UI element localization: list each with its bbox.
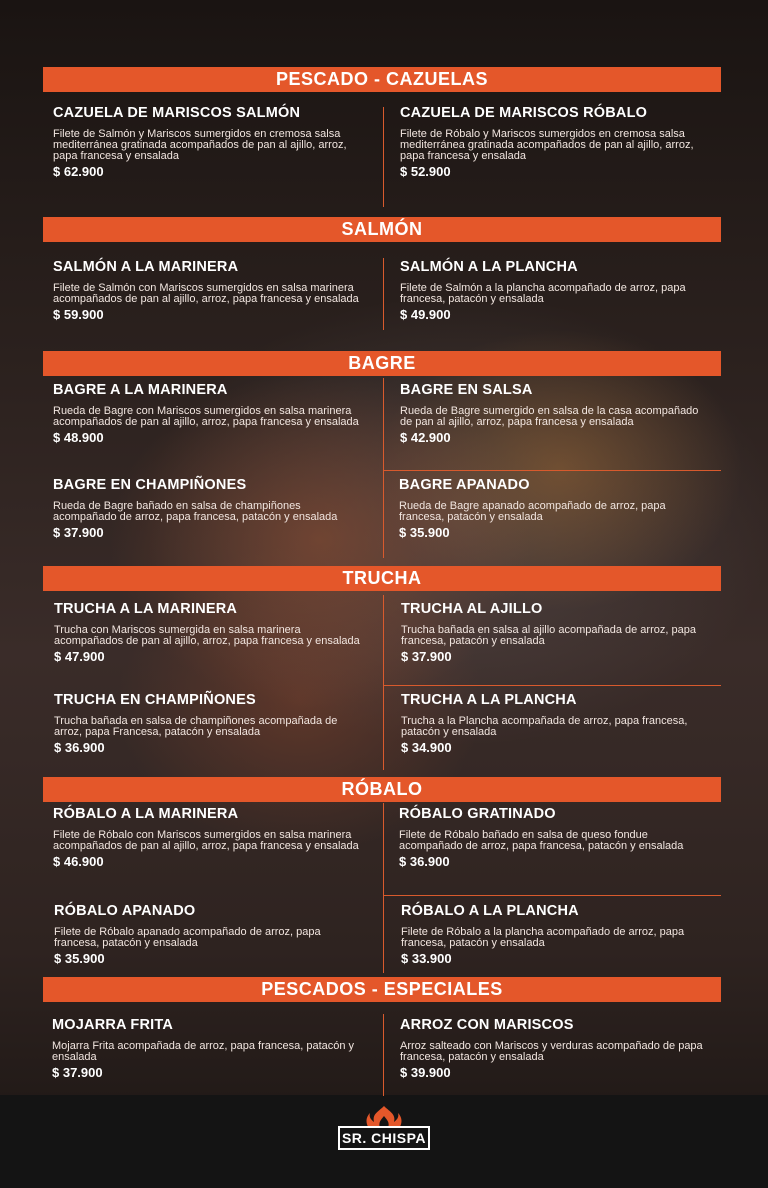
item-price: $ 37.900 (52, 1065, 103, 1080)
column-divider (383, 595, 384, 770)
item-price: $ 47.900 (54, 649, 105, 664)
menu-item-bagre-salsa (400, 382, 710, 445)
item-description: Trucha a la Plancha acompañada de arroz, papa francesa, patacón y ensalada (401, 715, 688, 738)
item-price: $ 52.900 (400, 164, 451, 179)
item-price: $ 35.900 (54, 951, 105, 966)
menu-item-trucha-champinones (54, 692, 364, 755)
item-name: TRUCHA EN CHAMPIÑONES (54, 692, 256, 708)
menu-item-bagre-marinera (53, 382, 363, 445)
menu-item-trucha-ajillo (401, 601, 711, 664)
item-description: Filete de Róbalo apanado acompañado de arroz, papa francesa, patacón y ensalada (54, 926, 321, 949)
menu-item-salmon-marinera (53, 259, 363, 322)
item-price: $ 36.900 (399, 854, 450, 869)
item-price: $ 62.900 (53, 164, 104, 179)
item-name: CAZUELA DE MARISCOS SALMÓN (53, 105, 301, 121)
item-price: $ 39.900 (400, 1065, 451, 1080)
item-description: Filete de Róbalo bañado en salsa de queso fondue acompañado de arroz, papa francesa, patacón y ensalada (399, 829, 684, 852)
column-divider (383, 1014, 384, 1096)
item-price: $ 33.900 (401, 951, 452, 966)
item-name: BAGRE APANADO (399, 477, 530, 493)
item-price: $ 35.900 (399, 525, 450, 540)
item-description: Arroz salteado con Mariscos y verduras acompañado de papa francesa, patacón y ensalada (400, 1040, 703, 1063)
section-header-bagre: BAGRE (43, 351, 721, 376)
item-description: Filete de Salmón con Mariscos sumergidos en salsa marinera acompañados de pan al ajillo, arroz, papa francesa y ensalada (53, 282, 359, 305)
menu-item-robalo-plancha (401, 903, 711, 966)
item-name: RÓBALO A LA PLANCHA (401, 903, 579, 919)
menu-item-bagre-champinones (53, 477, 363, 540)
item-description: Trucha con Mariscos sumergida en salsa marinera acompañados de pan al ajillo, arroz, papa francesa y ensalada (54, 624, 360, 647)
item-name: CAZUELA DE MARISCOS RÓBALO (400, 105, 648, 121)
section-header-especiales: PESCADOS - ESPECIALES (43, 977, 721, 1002)
row-divider (383, 685, 721, 686)
item-price: $ 49.900 (400, 307, 451, 322)
item-name: TRUCHA A LA PLANCHA (401, 692, 577, 708)
item-description: Filete de Róbalo a la plancha acompañado de arroz, papa francesa, patacón y ensalada (401, 926, 685, 949)
row-divider (383, 470, 721, 471)
item-name: TRUCHA A LA MARINERA (54, 601, 238, 617)
item-description: Mojarra Frita acompañada de arroz, papa francesa, patacón y ensalada (52, 1040, 355, 1063)
item-description: Filete de Róbalo y Mariscos sumergidos en cremosa salsa mediterránea gratinada acompañados de pan al ajillo, arroz, papa francesa y ensalada (400, 128, 694, 162)
item-price: $ 48.900 (53, 430, 104, 445)
menu-item-cazuela-salmon (53, 105, 363, 179)
item-price: $ 37.900 (53, 525, 104, 540)
item-price: $ 37.900 (401, 649, 452, 664)
item-description: Trucha bañada en salsa de champiñones acompañada de arroz, papa Francesa, patacón y ensalada (54, 715, 338, 738)
item-description: Filete de Róbalo con Mariscos sumergidos en salsa marinera acompañados de pan al ajillo, arroz, papa francesa y ensalada (53, 829, 359, 852)
row-divider (383, 895, 721, 896)
item-name: BAGRE EN SALSA (400, 382, 533, 398)
item-name: TRUCHA AL AJILLO (401, 601, 543, 617)
menu-item-robalo-gratinado (399, 806, 709, 869)
column-divider (383, 258, 384, 330)
item-name: RÓBALO APANADO (54, 903, 196, 919)
column-divider (383, 107, 384, 207)
item-description: Rueda de Bagre sumergido en salsa de la casa acompañado de pan al ajillo, arroz, papa francesa y ensalada (400, 405, 699, 428)
item-name: ARROZ CON MARISCOS (400, 1017, 574, 1033)
item-name: SALMÓN A LA PLANCHA (400, 259, 578, 275)
item-price: $ 42.900 (400, 430, 451, 445)
item-price: $ 46.900 (53, 854, 104, 869)
item-name: BAGRE EN CHAMPIÑONES (53, 477, 247, 493)
item-description: Filete de Salmón a la plancha acompañado de arroz, papa francesa, patacón y ensalada (400, 282, 686, 305)
item-name: SALMÓN A LA MARINERA (53, 259, 239, 275)
menu-item-robalo-apanado (54, 903, 364, 966)
menu-item-arroz-mariscos (400, 1017, 710, 1080)
menu-item-salmon-plancha (400, 259, 710, 322)
section-header-trucha: TRUCHA (43, 566, 721, 591)
item-description: Trucha bañada en salsa al ajillo acompañada de arroz, papa francesa, patacón y ensalada (401, 624, 696, 647)
column-divider (383, 803, 384, 973)
menu-item-trucha-marinera (54, 601, 364, 664)
item-name: RÓBALO GRATINADO (399, 806, 556, 822)
item-description: Rueda de Bagre con Mariscos sumergidos en salsa marinera acompañados de pan al ajillo, arroz, papa francesa y ensalada (53, 405, 359, 428)
item-price: $ 34.900 (401, 740, 452, 755)
section-header-cazuelas: PESCADO - CAZUELAS (43, 67, 721, 92)
menu-item-robalo-marinera (53, 806, 363, 869)
item-description: Rueda de Bagre apanado acompañado de arroz, papa francesa, patacón y ensalada (399, 500, 666, 523)
item-name: RÓBALO A LA MARINERA (53, 806, 239, 822)
item-price: $ 36.900 (54, 740, 105, 755)
menu-item-trucha-plancha (401, 692, 711, 755)
item-description: Filete de Salmón y Mariscos sumergidos en cremosa salsa mediterránea gratinada acompañados de pan al ajillo, arroz, papa francesa y ensalada (53, 128, 347, 162)
column-divider (383, 378, 384, 558)
brand-logo (338, 1108, 430, 1156)
item-description: Rueda de Bagre bañado en salsa de champiñones acompañado de arroz, papa francesa, patacón y ensalada (53, 500, 338, 523)
item-name: BAGRE A LA MARINERA (53, 382, 228, 398)
section-header-robalo: RÓBALO (43, 777, 721, 802)
menu-item-cazuela-robalo (400, 105, 710, 179)
menu-item-bagre-apanado (399, 477, 709, 540)
item-price: $ 59.900 (53, 307, 104, 322)
menu-item-mojarra-frita (52, 1017, 362, 1080)
item-name: MOJARRA FRITA (52, 1017, 174, 1033)
section-header-salmon: SALMÓN (43, 217, 721, 242)
logo-text: SR. CHISPA (338, 1126, 430, 1150)
